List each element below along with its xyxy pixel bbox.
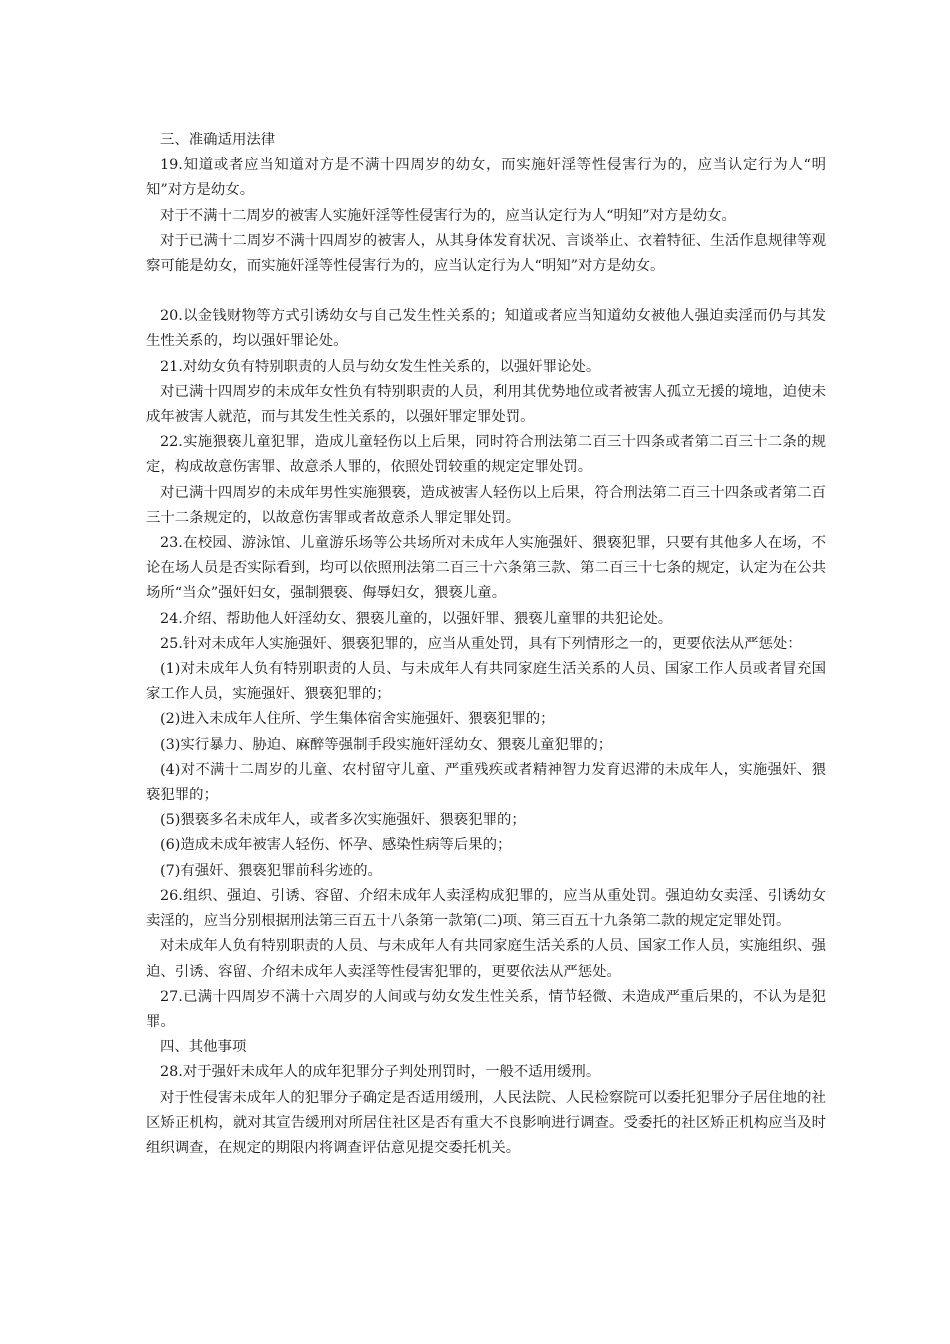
article-paragraph: 25.针对未成年人实施强奸、猥亵犯罪的，应当从重处罚，具有下列情形之一的，更要依法从严惩处： (160, 635, 802, 652)
article-paragraph: 28.对于强奸未成年人的成年犯罪分子判处刑罚时，一般不适用缓刑。 (160, 1064, 601, 1081)
list-item: (5)猥亵多名未成年人，或者多次实施强奸、猥亵犯罪的； (160, 812, 526, 829)
article-paragraph: 对于不满十二周岁的被害人实施奸淫等性侵害行为的，应当认定行为人“明知”对方是幼女。 (160, 207, 736, 224)
article-paragraph: 对已满十四周岁的未成年女性负有特别职责的人员，利用其优势地位或者被害人孤立无援的境地，迫使未成年被害人就范，而与其发生性关系的，以强奸罪定罪处罚。 (146, 383, 826, 426)
article-paragraph: 对未成年人负有特别职责的人员、与未成年人有共同家庭生活关系的人员、国家工作人员，实施组织、强迫、引诱、容留、介绍未成年人卖淫等性侵害犯罪的，更要依法从严惩处。 (146, 938, 826, 980)
list-item: (3)实行暴力、胁迫、麻醉等强制手段实施奸淫幼女、猥亵儿童犯罪的； (160, 736, 613, 753)
article-paragraph: 24.介绍、帮助他人奸淫幼女、猥亵儿童的，以强奸罪、猥亵儿童罪的共犯论处。 (160, 610, 673, 627)
article-paragraph: 20.以金钱财物等方式引诱幼女与自己发生性关系的；知道或者应当知道幼女被他人强迫卖淫而仍与其发生性关系的，均以强奸罪论处。 (146, 308, 826, 350)
article-paragraph: 26.组织、强迫、引诱、容留、介绍未成年人卖淫构成犯罪的，应当从重处罚。强迫幼女卖淫、引诱幼女卖淫的，应当分别根据刑法第三百五十八条第一款第(二)项、第三百五十九条第二款的规定定罪处罚。 (146, 887, 826, 930)
section-heading: 四、其他事项 (160, 1039, 247, 1056)
article-paragraph: 27.已满十四周岁不满十六周岁的人间或与幼女发生性关系，情节轻微、未造成严重后果的，不认为是犯罪。 (146, 988, 826, 1030)
section-heading: 三、准确适用法律 (160, 132, 276, 148)
list-item: (1)对未成年人负有特别职责的人员、与未成年人有共同家庭生活关系的人员、国家工作人员或者冒充国家工作人员，实施强奸、猥亵犯罪的； (146, 661, 826, 703)
document-body (146, 128, 826, 1161)
list-item: (6)造成未成年被害人轻伤、怀孕、感染性病等后果的； (160, 837, 512, 854)
article-paragraph: 对于性侵害未成年人的犯罪分子确定是否适用缓刑，人民法院、人民检察院可以委托犯罪分子居住地的社区矫正机构，就对其宣告缓刑对所居住社区是否有重大不良影响进行调查。受委托的社区矫正机构应当及时组织调查，在规定的期限内将调查评估意见提交委托机关。 (146, 1089, 826, 1156)
article-paragraph: 23.在校园、游泳馆、儿童游乐场等公共场所对未成年人实施强奸、猥亵犯罪，只要有其他多人在场，不论在场人员是否实际看到，均可以依照刑法第二百三十六条第三款、第二百三十七条的规定，认定为在公共场所“当众”强奸妇女，强制猥亵、侮辱妇女，猥亵儿童。 (146, 535, 826, 602)
article-paragraph: 21.对幼女负有特别职责的人员与幼女发生性关系的，以强奸罪论处。 (160, 358, 601, 375)
article-paragraph: 22.实施猥亵儿童犯罪，造成儿童轻伤以上后果，同时符合刑法第二百三十四条或者第二百三十二条的规定，构成故意伤害罪、故意杀人罪的，依照处罚较重的规定定罪处罚。 (146, 434, 826, 476)
article-paragraph: 对已满十四周岁的未成年男性实施猥亵，造成被害人轻伤以上后果，符合刑法第二百三十四条或者第二百三十二条规定的，以故意伤害罪或者故意杀人罪定罪处罚。 (146, 484, 826, 526)
article-paragraph: 19.知道或者应当知道对方是不满十四周岁的幼女，而实施奸淫等性侵害行为的，应当认定行为人“明知”对方是幼女。 (146, 157, 826, 199)
article-paragraph: 对于已满十二周岁不满十四周岁的被害人，从其身体发育状况、言谈举止、衣着特征、生活作息规律等观察可能是幼女，而实施奸淫等性侵害行为的，应当认定行为人“明知”对方是幼女。 (146, 232, 826, 275)
list-item: (2)进入未成年人住所、学生集体宿舍实施强奸、猥亵犯罪的； (160, 711, 555, 728)
list-item: (7)有强奸、猥亵犯罪前科劣迹的。 (160, 862, 382, 879)
blank-line (146, 279, 826, 304)
list-item: (4)对不满十二周岁的儿童、农村留守儿童、严重残疾或者精神智力发育迟滞的未成年人，实施强奸、猥亵犯罪的； (146, 761, 826, 804)
